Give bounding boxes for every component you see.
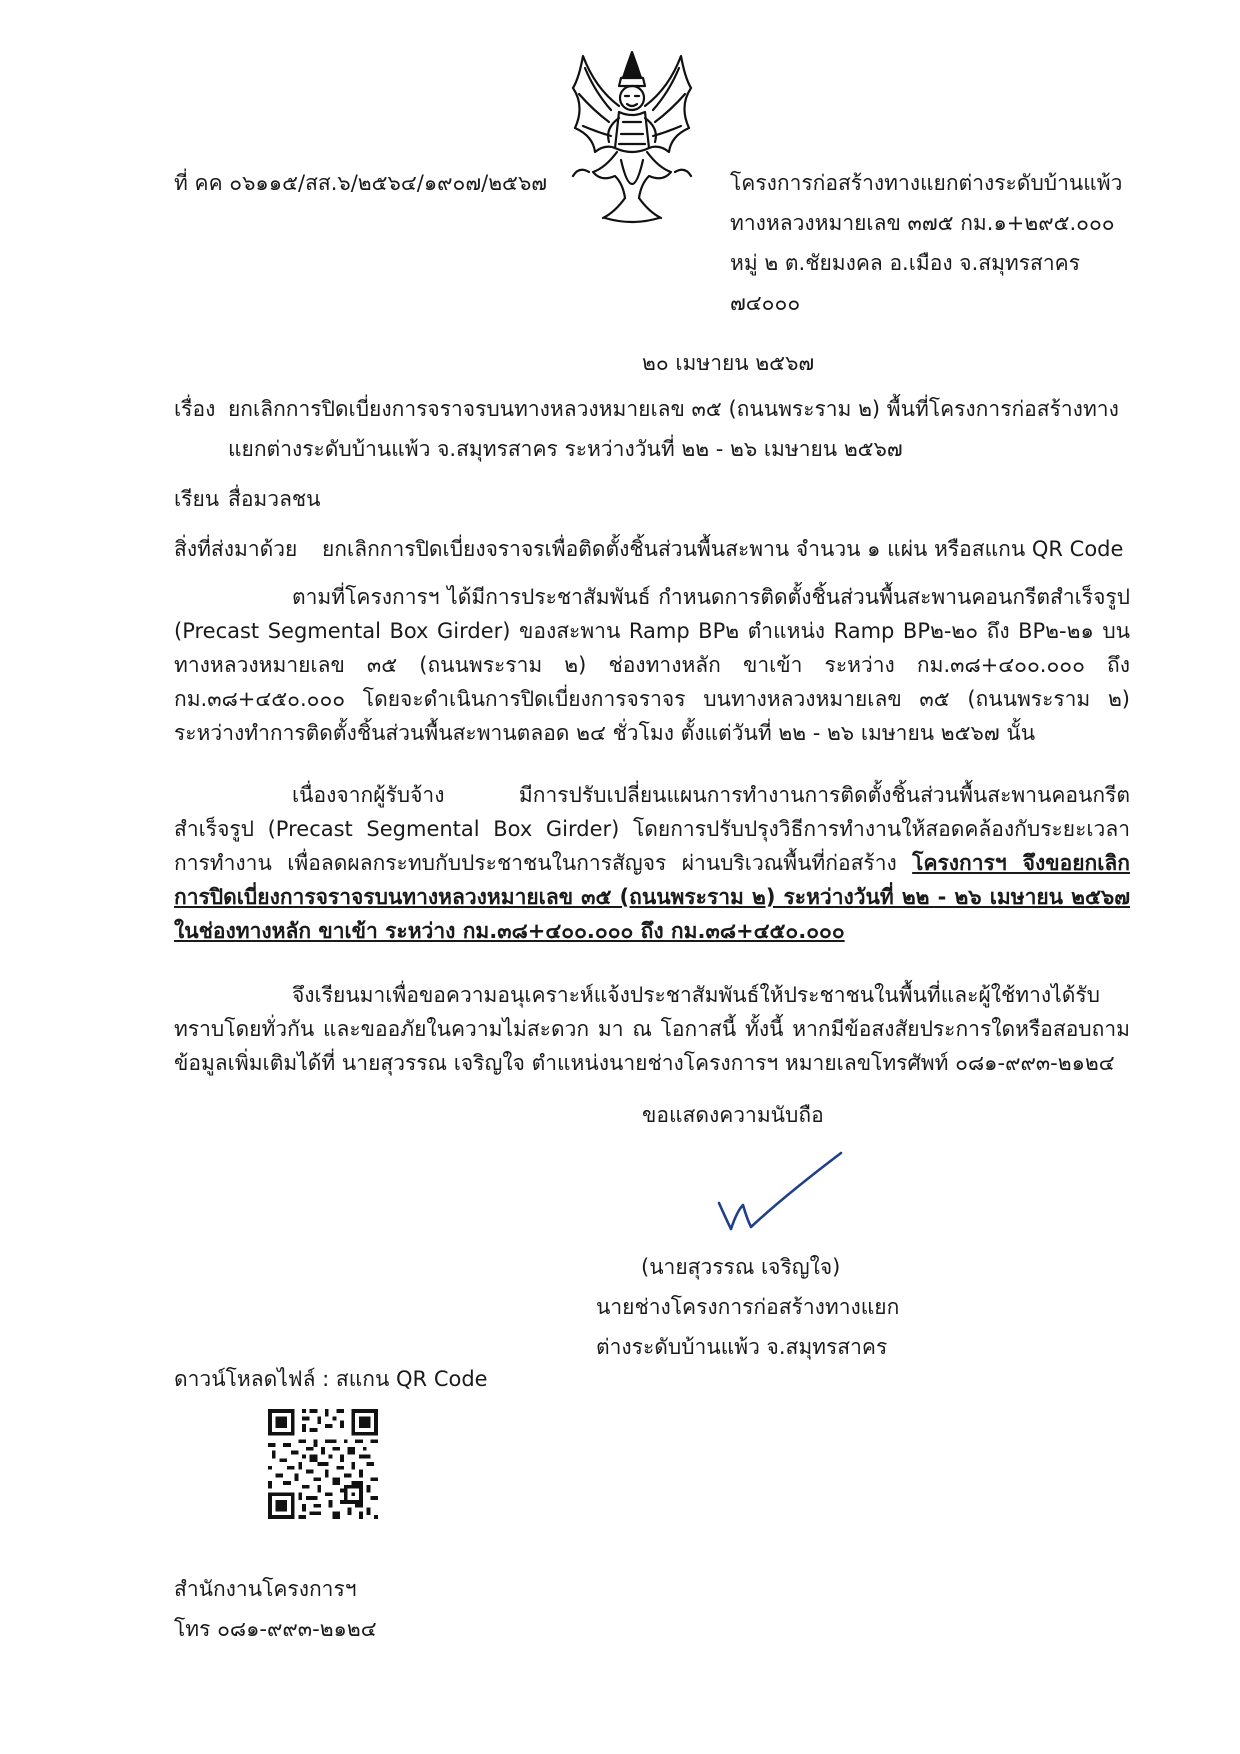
enclosure-label: สิ่งที่ส่งมาด้วย — [174, 537, 298, 561]
handwritten-signature-icon — [713, 1147, 848, 1242]
footer-phone: โทร ๐๘๑-๙๙๓-๒๑๒๔ — [174, 1617, 377, 1641]
recipient-label: เรียน — [174, 487, 220, 511]
closing-salutation: ขอแสดงความนับถือ — [642, 1103, 824, 1127]
qr-code-icon[interactable] — [268, 1409, 378, 1519]
enclosure-value: ยกเลิกการปิดเบี่ยงจราจรเพื่อติดตั้งชิ้นส่วนพื้นสะพาน จำนวน ๑ แผ่น หรือสแกน QR Code — [322, 537, 1124, 561]
recipient-value: สื่อมวลชน — [228, 487, 321, 511]
address-line-3: หมู่ ๒ ต.ชัยมงคล อ.เมือง จ.สมุทรสาคร — [730, 251, 1080, 275]
subject-line-1: ยกเลิกการปิดเบี่ยงการจราจรบนทางหลวงหมายเลข ๓๕ (ถนนพระราม ๒) พื้นที่โครงการก่อสร้างทาง — [228, 397, 1119, 421]
signatory-title-1: นายช่างโครงการก่อสร้างทางแยก — [596, 1295, 900, 1319]
download-label: ดาวน์โหลดไฟล์ : สแกน QR Code — [174, 1367, 488, 1391]
footer-office: สำนักงานโครงการฯ — [174, 1577, 357, 1601]
signatory-name: (นายสุวรรณ เจริญใจ) — [641, 1255, 841, 1279]
address-line-4: ๗๔๐๐๐ — [730, 291, 801, 315]
garuda-emblem-icon — [565, 48, 700, 226]
body-paragraph-2 — [174, 778, 1130, 948]
signatory-title-2: ต่างระดับบ้านแพ้ว จ.สมุทรสาคร — [596, 1335, 888, 1359]
body-paragraph-2-text: เนื่องจากผู้รับจ้าง มีการปรับเปลี่ยนแผนการทำงานการติดตั้งชิ้นส่วนพื้นสะพานคอนกรีตสำเร็จรูป (Precast Segmental Box Girder) โดยการปรับปรุงวิธีการทำงานให้สอดคล้องกับระยะเวลาการทำงาน เพื่อลดผลกระทบกับประชาชนในการสัญจร ผ่านบริเวณพื้นที่ก่อสร้าง — [174, 783, 1130, 875]
address-line-2: ทางหลวงหมายเลข ๓๗๕ กม.๑+๒๙๕.๐๐๐ — [730, 211, 1115, 235]
letter-date: ๒๐ เมษายน ๒๕๖๗ — [642, 351, 815, 375]
body-paragraph-3: จึงเรียนมาเพื่อขอความอนุเคราะห์แจ้งประชาสัมพันธ์ให้ประชาชนในพื้นที่และผู้ใช้ทางได้รับทราบโดยทั่วกัน และขออภัยในความไม่สะดวก มา ณ โอกาสนี้ ทั้งนี้ หากมีข้อสงสัยประการใดหรือสอบถามข้อมูลเพิ่มเติมได้ที่ นายสุวรรณ เจริญใจ ตำแหน่งนายช่างโครงการฯ หมายเลขโทรศัพท์ ๐๘๑-๙๙๓-๒๑๒๔ — [174, 983, 1130, 1075]
body-paragraph-1: ตามที่โครงการฯ ได้มีการประชาสัมพันธ์ กำหนดการติดตั้งชิ้นส่วนพื้นสะพานคอนกรีตสำเร็จรูป (Precast Segmental Box Girder) ของสะพาน Ramp BP๒ ตำแหน่ง Ramp BP๒-๒๐ ถึง BP๒-๒๑ บนทางหลวงหมายเลข ๓๕ (ถนนพระราม ๒) ช่องทางหลัก ขาเข้า ระหว่าง กม.๓๘+๔๐๐.๐๐๐ ถึง กม.๓๘+๔๕๐.๐๐๐ โดยจะดำเนินการปิดเบี่ยงการจราจร บนทางหลวงหมายเลข ๓๕ (ถนนพระราม ๒) ระหว่างทำการติดตั้งชิ้นส่วนพื้นสะพานตลอด ๒๔ ชั่วโมง ตั้งแต่วันที่ ๒๒ - ๒๖ เมษายน ๒๕๖๗ นั้น — [174, 585, 1130, 745]
address-line-1: โครงการก่อสร้างทางแยกต่างระดับบ้านแพ้ว — [730, 171, 1123, 195]
subject-line-2: แยกต่างระดับบ้านแพ้ว จ.สมุทรสาคร ระหว่างวันที่ ๒๒ - ๒๖ เมษายน ๒๕๖๗ — [228, 437, 903, 461]
reference-number: ที่ คค ๐๖๑๑๕/สส.๖/๒๕๖๔/๑๙๐๗/๒๕๖๗ — [174, 171, 548, 195]
subject-label: เรื่อง — [174, 397, 216, 421]
body-paragraph-2-emphasis: โครงการฯ จึงขอยกเลิกการปิดเบี่ยงการจราจรบนทางหลวงหมายเลข ๓๕ (ถนนพระราม ๒) ระหว่างวันที่ ๒๒ - ๒๖ เมษายน ๒๕๖๗ ในช่องทางหลัก ขาเข้า ระหว่าง กม.๓๘+๔๐๐.๐๐๐ ถึง กม.๓๘+๔๕๐.๐๐๐ — [174, 851, 1130, 943]
